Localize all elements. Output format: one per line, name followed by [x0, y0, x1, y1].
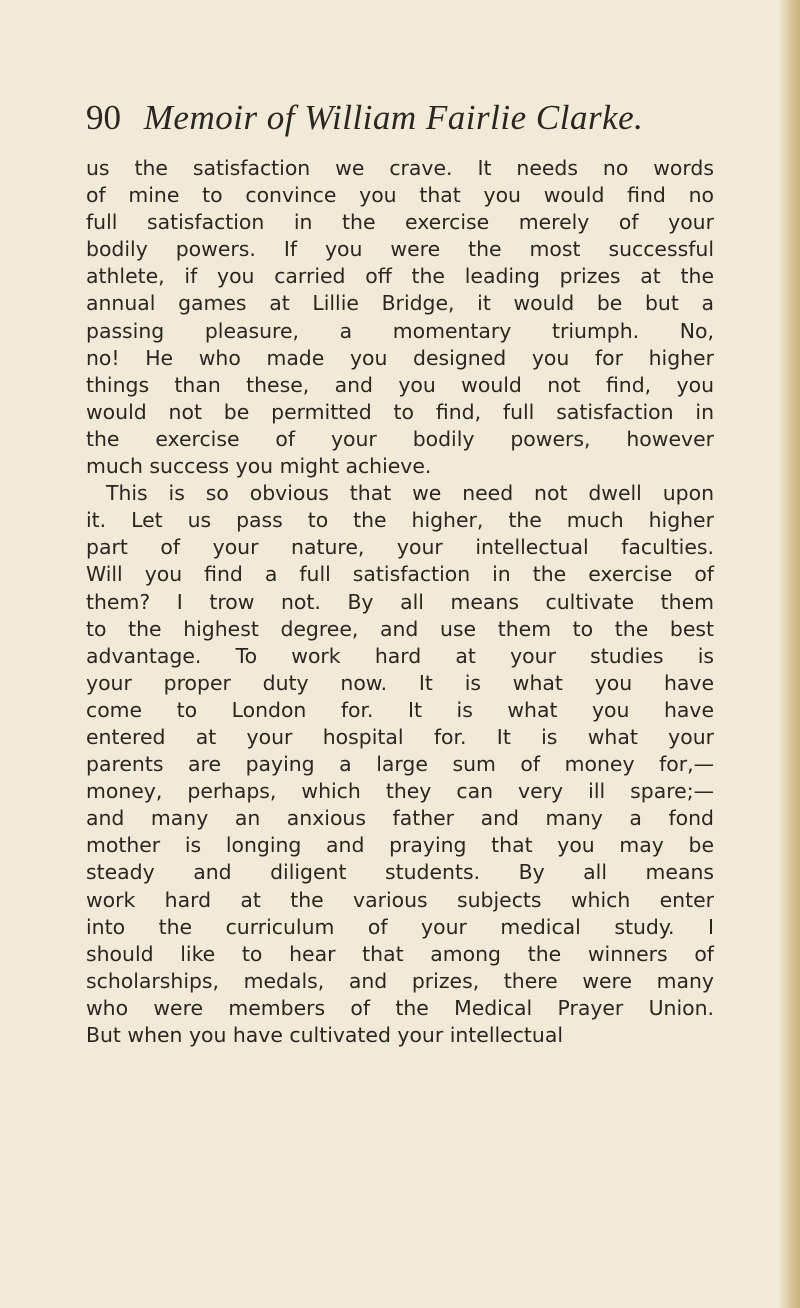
paragraph-start-line: This is so obvious that we need not dwell upon [106, 481, 714, 506]
text-line: part of your nature, your intellectual faculties. [86, 535, 714, 560]
body-text [86, 155, 714, 1049]
text-line: advantage. To work hard at your studies is [86, 643, 714, 668]
page-edge-shadow [778, 0, 800, 1308]
text-line: Will you find a full satisfaction in the exercise of [86, 562, 714, 587]
page-header [86, 96, 726, 140]
text-line: But when you have cultivated your intellectual [86, 1023, 564, 1047]
text-line: passing pleasure, a momentary triumph. No, [86, 318, 714, 343]
text-line: them? I trow not. By all means cultivate them [86, 589, 714, 614]
text-line: work hard at the various subjects which enter [86, 887, 714, 912]
text-line: steady and diligent students. By all means [86, 860, 714, 885]
text-line: it. Let us pass to the higher, the much higher [86, 508, 714, 533]
text-line: your proper duty now. It is what you have [86, 670, 714, 695]
text-line: who were members of the Medical Prayer Union. [86, 995, 714, 1020]
text-line: into the curriculum of your medical study. I [86, 914, 714, 939]
text-line: scholarships, medals, and prizes, there were many [86, 968, 714, 993]
text-line: bodily powers. If you were the most successful [86, 237, 714, 262]
paragraph-end-line: much success you might achieve. [86, 454, 432, 479]
text-line: should like to hear that among the winners of [86, 941, 714, 966]
text-line: the exercise of your bodily powers, however [86, 426, 714, 451]
text-line: things than these, and you would not find, you [86, 372, 714, 397]
text-line: no! He who made you designed you for higher [86, 345, 714, 370]
text-line: parents are paying a large sum of money for,— [86, 752, 714, 777]
text-line: us the satisfaction we crave. It needs no words [86, 156, 714, 180]
page-number: 90 [86, 98, 121, 137]
running-title: Memoir of William Fairlie Clarke. [143, 98, 644, 137]
text-line: to the highest degree, and use them to the best [86, 616, 714, 641]
text-line: entered at your hospital for. It is what your [86, 724, 714, 749]
text-line: of mine to convince you that you would find no [86, 183, 714, 208]
text-line: full satisfaction in the exercise merely of your [86, 210, 714, 235]
text-line: come to London for. It is what you have [86, 697, 714, 722]
text-line: money, perhaps, which they can very ill spare;— [86, 779, 714, 804]
text-line: and many an anxious father and many a fond [86, 806, 714, 831]
text-line: mother is longing and praying that you may be [86, 833, 714, 858]
text-line: athlete, if you carried off the leading prizes at the [86, 264, 714, 289]
text-line: annual games at Lillie Bridge, it would be but a [86, 291, 714, 316]
text-line: would not be permitted to find, full satisfaction in [86, 399, 714, 424]
